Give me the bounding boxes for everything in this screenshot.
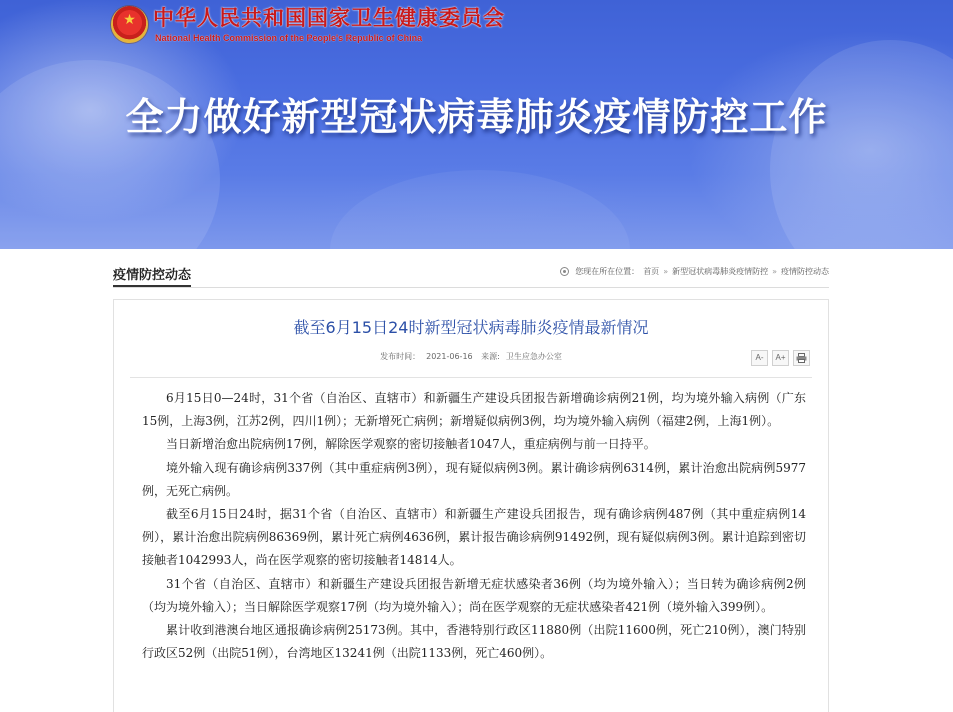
breadcrumb-separator: »: [772, 266, 777, 276]
section-divider: [113, 287, 829, 288]
source-label: 来源:: [481, 352, 500, 361]
font-larger-button[interactable]: A+: [772, 350, 789, 366]
source-value: 卫生应急办公室: [505, 352, 562, 361]
article-paragraph: 累计收到港澳台地区通报确诊病例25173例。其中，香港特别行政区11880例（出院11600例，死亡210例），澳门特别行政区52例（出院51例），台湾地区13241例（出院1133例，死亡460例）。: [142, 623, 806, 661]
header-banner: [0, 0, 953, 249]
article-body: [142, 387, 806, 665]
breadcrumb-link-covid[interactable]: 新型冠状病毒肺炎疫情防控: [672, 266, 769, 276]
article-meta: [114, 351, 828, 362]
article-paragraph: 6月15日0—24时，31个省（自治区、直辖市）和新疆生产建设兵团报告新增确诊病例21例，均为境外输入病例（广东15例，上海3例，江苏2例，四川1例）；无新增死亡病例；新增疑似病例3例，均为境外输入病例（福建2例，上海1例）。: [142, 391, 806, 429]
meta-divider: [130, 377, 812, 378]
article-paragraph: 截至6月15日24时，据31个省（自治区、直辖市）和新疆生产建设兵团报告，现有确诊病例487例（其中重症病例14例），累计治愈出院病例86369例，累计死亡病例4636例，累计报告确诊病例91492例，现有疑似病例3例。累计追踪到密切接触者1042993人，尚在医学观察的密切接触者14814人。: [142, 507, 806, 568]
org-name-en: National Health Commission of the People's Republic of China: [155, 33, 423, 43]
article-paragraph: 31个省（自治区、直辖市）和新疆生产建设兵团报告新增无症状感染者36例（均为境外输入）；当日转为确诊病例2例（均为境外输入）；当日解除医学观察17例（均为境外输入）；尚在医学观察的无症状感染者421例（境外输入399例）。: [142, 576, 806, 614]
print-button[interactable]: [793, 350, 810, 366]
banner-background-figure: [0, 60, 220, 249]
article-tools: [751, 350, 810, 366]
publish-date: 2021-06-16: [426, 352, 473, 361]
banner-background-figure: [330, 170, 630, 249]
section-title: 疫情防控动态: [113, 265, 191, 287]
breadcrumb: [560, 263, 829, 279]
article-container: [113, 299, 829, 712]
print-icon: [796, 353, 807, 363]
location-icon: [560, 267, 569, 276]
publish-label: 发布时间：: [380, 352, 421, 361]
banner-background-figure: [770, 40, 953, 249]
breadcrumb-link-home[interactable]: 首页: [643, 266, 660, 276]
article-title: 截至6月15日24时新型冠状病毒肺炎疫情最新情况: [293, 318, 649, 337]
breadcrumb-separator: »: [663, 266, 669, 276]
article-paragraph: 境外输入现有确诊病例337例（其中重症病例3例），现有疑似病例3例。累计确诊病例6314例，累计治愈出院病例5977例，无死亡病例。: [142, 460, 806, 498]
national-emblem-icon[interactable]: [111, 6, 148, 43]
banner-slogan: 全力做好新型冠状病毒肺炎疫情防控工作: [125, 95, 828, 139]
breadcrumb-prefix: 您现在所在位置：: [575, 266, 640, 276]
font-smaller-button[interactable]: A-: [751, 350, 768, 366]
org-name-cn[interactable]: 中华人民共和国国家卫生健康委员会: [153, 5, 505, 30]
breadcrumb-link-current[interactable]: 疫情防控动态: [781, 266, 829, 276]
article-paragraph: 当日新增治愈出院病例17例，解除医学观察的密切接触者1047人，重症病例与前一日持平。: [166, 437, 656, 452]
